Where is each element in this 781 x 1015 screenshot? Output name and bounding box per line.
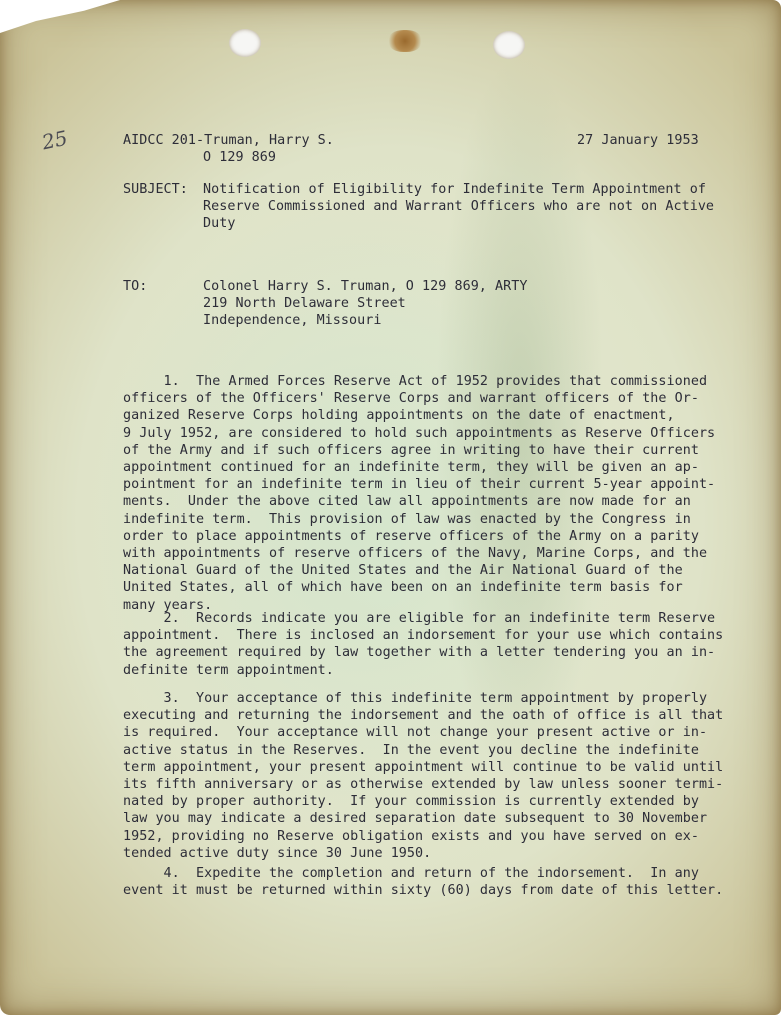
paragraph-line: appointment. There is inclosed an indorsement for your use which contains (123, 628, 724, 644)
rust-stain (388, 30, 422, 52)
paragraph-line: United States, all of which have been on an indefinite term basis for (123, 580, 683, 596)
paragraph-line: term appointment, your present appointment will continue to be valid until (123, 759, 724, 775)
paragraph-line: definite term appointment. (123, 662, 334, 678)
paragraph-line: 3. Your acceptance of this indefinite term appointment by properly (123, 691, 708, 706)
paragraph-line: the agreement required by law together with a letter tendering you an in- (123, 645, 716, 661)
paragraph-4 (123, 865, 723, 899)
letter-date: 27 January 1953 (577, 133, 699, 148)
paragraph-line: order to place appointments of reserve officers of the Army on a parity (123, 528, 699, 544)
paragraph-line: executing and returning the indorsement and the oath of office is all that (123, 708, 724, 724)
paragraph-line: active status in the Reserves. In the event you decline the indefinite (123, 742, 699, 758)
file-reference: AIDCC 201-Truman, Harry S. (123, 133, 334, 148)
paragraph-line: of the Army and if such officers agree in writing to have their current (123, 442, 699, 458)
recipient-address (203, 278, 527, 330)
paragraph-line: 1952, providing no Reserve obligation exists and you have served on ex- (123, 828, 699, 844)
paragraph-line: officers of the Officers' Reserve Corps and warrant officers of the Or- (123, 391, 699, 407)
punch-hole-left (229, 29, 261, 57)
paragraph-2 (123, 610, 723, 679)
paragraph-line: pointment for an indefinite term in lieu of their current 5-year appoint- (123, 477, 716, 493)
paragraph-line: law you may indicate a desired separation date subsequent to 30 November (123, 811, 708, 827)
paragraph-line: tended active duty since 30 June 1950. (123, 845, 432, 861)
address-line: Colonel Harry S. Truman, O 129 869, ARTY (203, 279, 528, 294)
paragraph-line: nated by proper authority. If your commission is currently extended by (123, 794, 699, 810)
paragraph-line: its fifth anniversary or as otherwise extended by law unless sooner termi- (123, 777, 724, 793)
paragraph-line: 1. The Armed Forces Reserve Act of 1952 provides that commissioned (123, 374, 708, 389)
paragraph-1 (123, 373, 715, 614)
subject-line: Notification of Eligibility for Indefinite Term Appointment of (203, 182, 706, 197)
subject-line: Reserve Commissioned and Warrant Officers who are not on Active (203, 199, 715, 215)
paragraph-line: appointment continued for an indefinite term, they will be given an ap- (123, 460, 699, 476)
paragraph-line: 4. Expedite the completion and return of the indorsement. In any (123, 866, 699, 881)
punch-hole-right (493, 31, 525, 59)
subject-line: Duty (203, 216, 236, 232)
paragraph-line: is required. Your acceptance will not change your present active or in- (123, 725, 708, 741)
paragraph-line: National Guard of the United States and the Air National Guard of the (123, 563, 683, 579)
paragraph-line: event it must be returned within sixty (60) days from date of this letter. (123, 883, 724, 899)
paragraph-line: 9 July 1952, are considered to hold such appointments as Reserve Officers (123, 425, 716, 441)
address-line: Independence, Missouri (203, 313, 382, 329)
subject-text (203, 181, 714, 233)
paragraph-line: indefinite term. This provision of law was enacted by the Congress in (123, 511, 691, 527)
paragraph-3 (123, 690, 723, 862)
paragraph-line: 2. Records indicate you are eligible for an indefinite term Reserve (123, 611, 716, 626)
torn-corner (0, 0, 120, 60)
paragraph-line: ments. Under the above cited law all appointments are now made for an (123, 494, 691, 510)
to-label: TO: (123, 279, 148, 294)
address-line: 219 North Delaware Street (203, 296, 406, 312)
paragraph-line: ganized Reserve Corps holding appointments on the date of enactment, (123, 408, 675, 424)
serial-number: O 129 869 (203, 150, 277, 165)
subject-label: SUBJECT: (123, 182, 188, 197)
handwritten-note: 25 (39, 125, 70, 155)
paragraph-line: with appointments of reserve officers of the Navy, Marine Corps, and the (123, 546, 708, 562)
paragraph-line: many years. (123, 597, 213, 613)
